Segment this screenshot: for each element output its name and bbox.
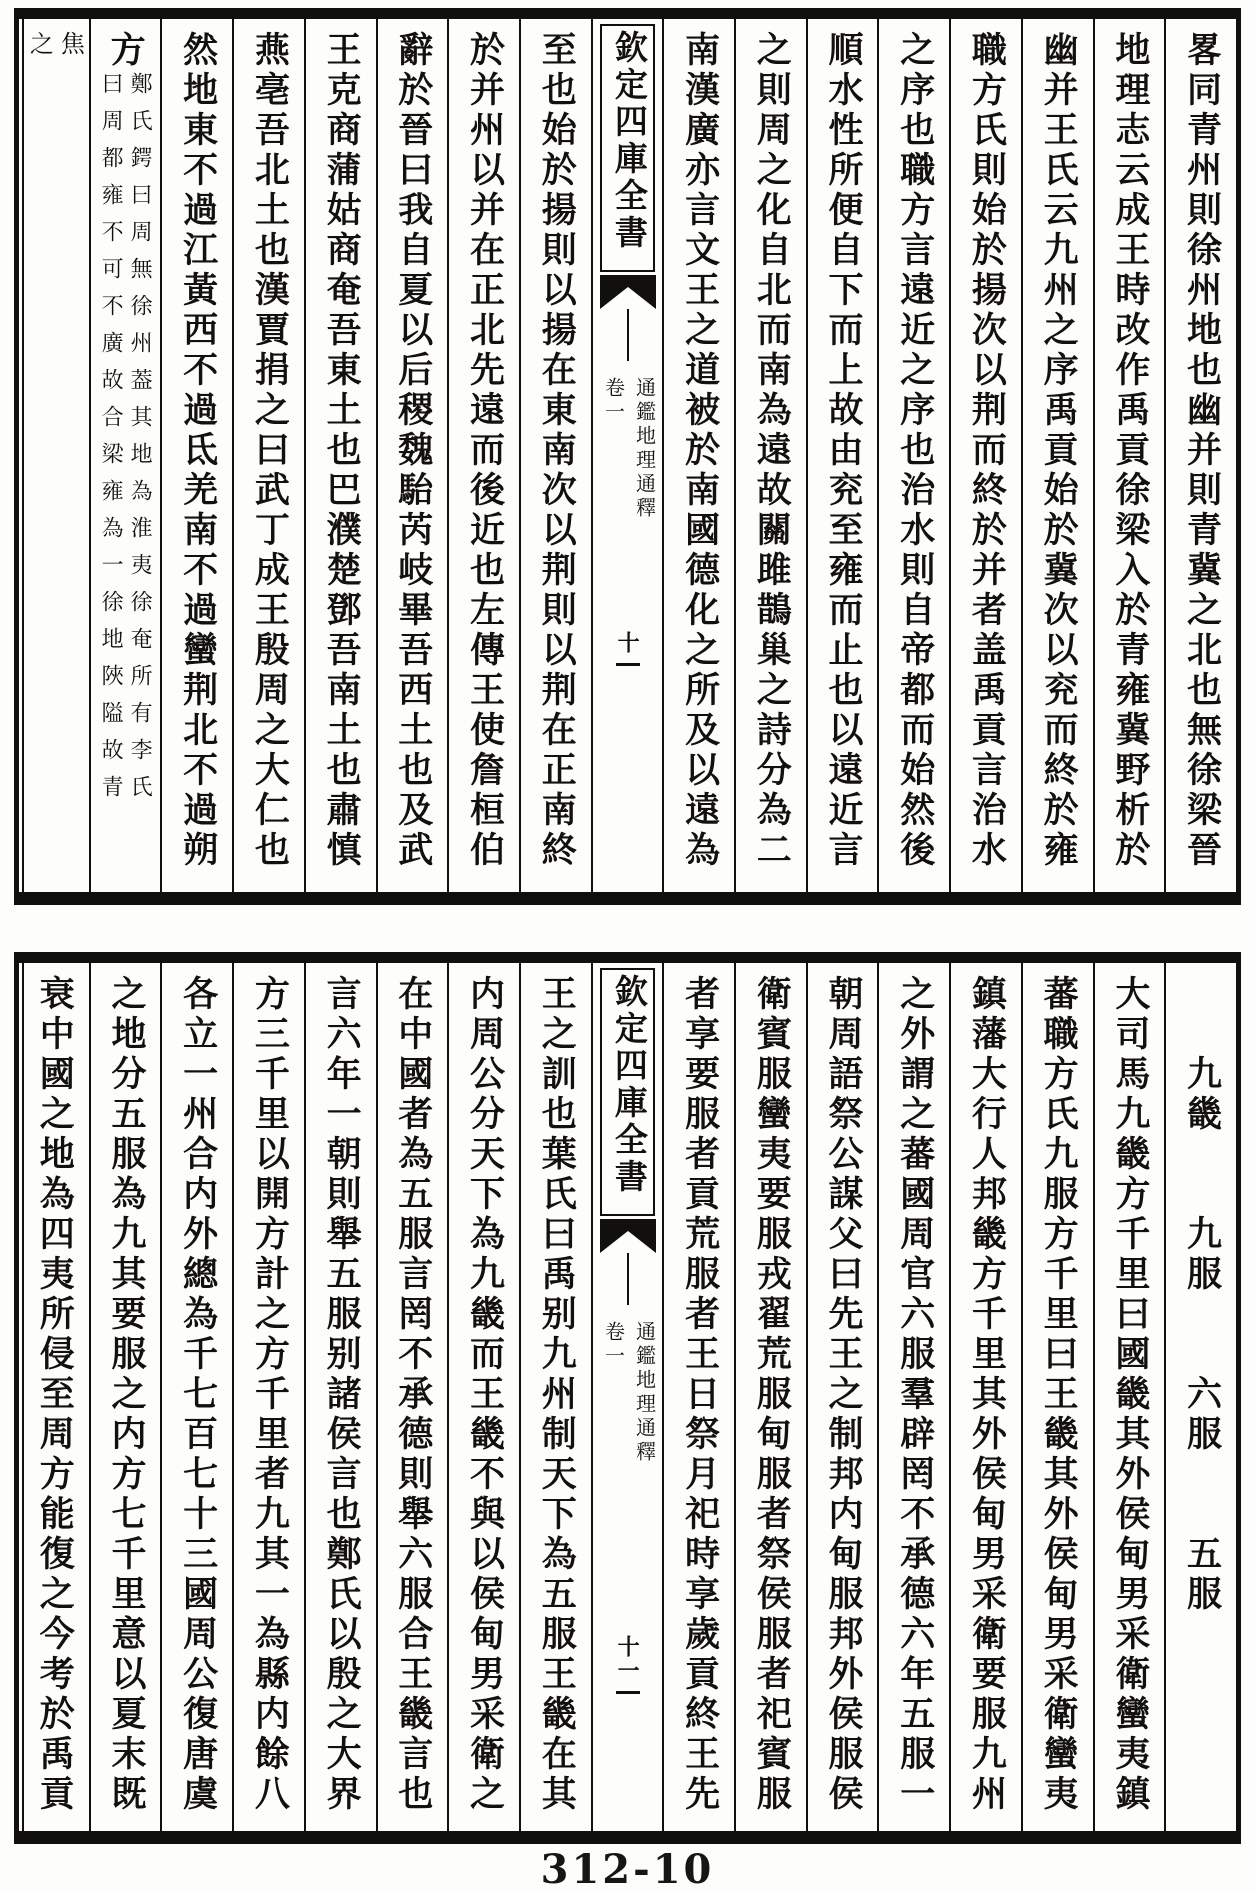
column-text: 方 bbox=[106, 31, 146, 66]
heading-column bbox=[1164, 963, 1236, 1831]
banxin-book-title: 通鑑地理通釋 bbox=[632, 1321, 655, 1465]
column-text: 大司馬九畿方千里曰國畿其外侯甸男采衛蠻夷鎮 bbox=[1110, 975, 1150, 1815]
text-column bbox=[662, 19, 734, 892]
column-text: 蕃職方氏九服方千里曰王畿其外侯甸男采衛蠻夷 bbox=[1039, 975, 1079, 1815]
text-column bbox=[447, 963, 519, 1831]
annotation-column bbox=[19, 19, 89, 892]
column-text: 辭於晉曰我自夏以后稷魏駘芮岐畢吾西土也及武 bbox=[393, 31, 433, 871]
folio-dash bbox=[616, 663, 640, 666]
column-text: 九畿 九服 六服 五服 bbox=[1182, 975, 1222, 1615]
column-text: 王之訓也葉氏曰禹别九州制天下為五服王畿在其 bbox=[537, 975, 577, 1815]
banxin-title-box bbox=[600, 24, 656, 272]
column-text: 至也始於揚則以揚在東南次以荆則以荆在正南終 bbox=[537, 31, 577, 871]
interlinear-note bbox=[99, 66, 154, 812]
folio-number-text: 十一 bbox=[615, 1635, 641, 1683]
column-text: 衰中國之地為四夷所侵至周方能復之今考於禹貢 bbox=[35, 975, 75, 1815]
folio-number bbox=[593, 1635, 663, 1694]
banxin-collection-title: 欽定四庫全書 bbox=[609, 974, 646, 1196]
column-text: 之序也職方言遠近之序也治水則自帝都而始然後 bbox=[895, 31, 935, 871]
text-column bbox=[806, 19, 878, 892]
column-text: 畧同青州則徐州地也幽并則青冀之北也無徐梁晉 bbox=[1182, 31, 1222, 871]
banxin-small-titles bbox=[602, 377, 654, 521]
banxin-book-title: 通鑑地理通釋 bbox=[632, 377, 655, 521]
column-text: 方三千里以開方計之方千里者九其一為縣内餘八 bbox=[250, 975, 290, 1815]
text-column bbox=[877, 19, 949, 892]
text-column bbox=[232, 963, 304, 1831]
text-column bbox=[662, 963, 734, 1831]
column-text: 然地東不過江黃西不過氐羌南不過蠻荆北不過朔 bbox=[178, 31, 218, 871]
banxin-juan-label: 卷一 bbox=[601, 1321, 624, 1369]
column-text: 者享要服者貢荒服者王日祭月祀時享歲貢終王先 bbox=[680, 975, 720, 1815]
column-text: 南漢廣亦言文王之道被於南國德化之所及以遠為 bbox=[680, 31, 720, 871]
note-right-text: 焦 bbox=[56, 31, 83, 55]
fishtail-icon bbox=[600, 275, 656, 309]
folio-number bbox=[593, 631, 663, 666]
note-right-text: 鄭氏鍔曰周無徐州葢其地為淮夷徐奄所有李氏 bbox=[128, 72, 154, 812]
text-column bbox=[160, 19, 232, 892]
column-text: 内周公分天下為九畿而王畿不與以侯甸男采衛之 bbox=[465, 975, 505, 1815]
text-column bbox=[376, 963, 448, 1831]
column-text: 順水性所便自下而上故由兖至雍而止也以遠近言 bbox=[824, 31, 863, 871]
column-text: 之則周之化自北而南為遠故關雎鵲巢之詩分為二 bbox=[752, 31, 792, 871]
text-column bbox=[1164, 19, 1236, 892]
column-text: 之外謂之蕃國周官六服羣辟罔不承德六年五服一 bbox=[895, 975, 935, 1815]
annotation-column bbox=[89, 19, 161, 892]
text-column bbox=[519, 19, 591, 892]
column-text: 於并州以并在正北先遠而後近也左傳王使詹桓伯 bbox=[465, 31, 505, 871]
text-column bbox=[376, 19, 448, 892]
column-text: 職方氏則始於揚次以荆而終於并者盖禹貢言治水 bbox=[967, 31, 1007, 871]
column-text: 在中國者為五服言罔不承德則舉六服合王畿言也 bbox=[393, 975, 433, 1815]
plate-number: 312-10 bbox=[540, 1846, 715, 1893]
text-column bbox=[89, 963, 161, 1831]
note-left-text: 曰周都雍不可不廣故合梁雍為一徐地陜隘故青 bbox=[99, 72, 125, 812]
column-text: 各立一州合内外總為千七百七十三國周公復唐虞 bbox=[178, 975, 218, 1815]
column-text: 地理志云成王時改作禹貢徐梁入於青雍冀野析於 bbox=[1110, 31, 1150, 871]
text-column bbox=[734, 19, 806, 892]
column-text: 之地分五服為九其要服之内方七千里意以夏末既 bbox=[106, 975, 146, 1815]
text-column bbox=[949, 19, 1021, 892]
interlinear-note bbox=[26, 19, 81, 55]
bottom-page-block bbox=[14, 952, 1241, 1844]
fold-line bbox=[627, 309, 629, 361]
column-text: 燕亳吾北土也漢賈捐之曰武丁成王殷周之大仁也 bbox=[250, 31, 290, 871]
fishtail-icon bbox=[600, 1219, 656, 1253]
column-text: 幽并王氏云九州之序禹貢始於冀次以兖而終於雍 bbox=[1039, 31, 1079, 871]
text-column bbox=[734, 963, 806, 1831]
text-column bbox=[232, 19, 304, 892]
column-text: 衛賓服蠻夷要服戎翟荒服甸服者祭侯服者祀賓服 bbox=[752, 975, 792, 1815]
banxin-title-box bbox=[600, 968, 656, 1216]
text-column bbox=[304, 963, 376, 1831]
top-page-block bbox=[14, 8, 1241, 905]
top-block-columns bbox=[19, 19, 1236, 892]
banxin-column bbox=[591, 963, 663, 1831]
note-left-text: 之 bbox=[25, 31, 52, 55]
text-column bbox=[1093, 963, 1165, 1831]
folio-dash bbox=[616, 1691, 640, 1694]
text-column bbox=[304, 19, 376, 892]
banxin-collection-title: 欽定四庫全書 bbox=[609, 30, 646, 252]
column-text: 朝周語祭公謀父曰先王之制邦内甸服邦外侯服侯 bbox=[824, 975, 863, 1815]
bottom-block-columns bbox=[19, 963, 1236, 1831]
text-column bbox=[447, 19, 519, 892]
column-text: 鎮藩大行人邦畿方千里其外侯甸男采衛要服九州 bbox=[967, 975, 1007, 1815]
text-column bbox=[160, 963, 232, 1831]
banxin-column bbox=[591, 19, 663, 892]
column-text: 王克商蒲姑商奄吾東土也巴濮楚鄧吾南土也肅慎 bbox=[322, 31, 362, 871]
text-column bbox=[806, 963, 878, 1831]
text-column bbox=[949, 963, 1021, 1831]
text-column bbox=[1021, 19, 1093, 892]
text-column bbox=[519, 963, 591, 1831]
text-column bbox=[877, 963, 949, 1831]
banxin-small-titles bbox=[602, 1321, 654, 1465]
fold-line bbox=[627, 1253, 629, 1305]
text-column bbox=[19, 963, 89, 1831]
column-text: 言六年一朝則舉五服别諸侯言也鄭氏以殷之大界 bbox=[322, 975, 362, 1815]
folio-number-text: 十 bbox=[615, 631, 641, 655]
text-column bbox=[1021, 963, 1093, 1831]
banxin-juan-label: 卷一 bbox=[601, 377, 624, 425]
text-column bbox=[1093, 19, 1165, 892]
